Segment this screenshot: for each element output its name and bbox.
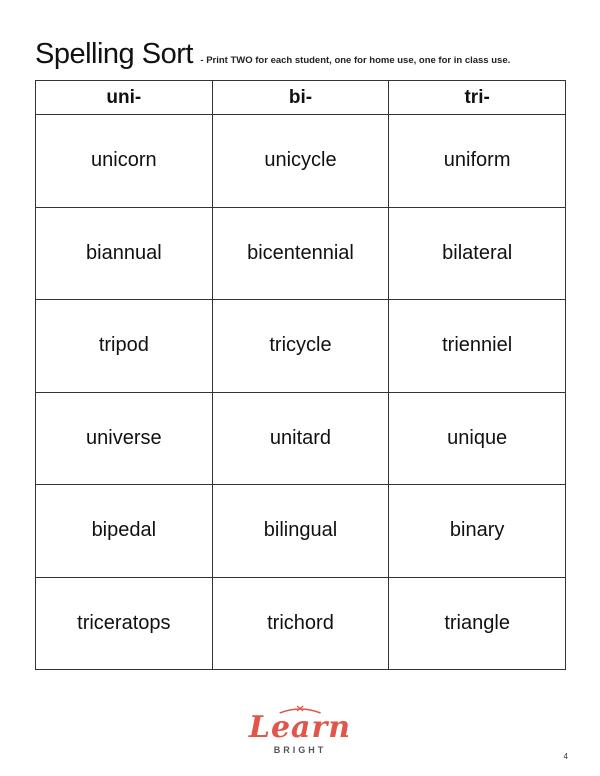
word-cell: trichord <box>212 577 389 670</box>
table-header-row <box>36 81 566 115</box>
word-cell: bipedal <box>36 485 213 578</box>
word-cell: trienniel <box>389 300 566 393</box>
word-cell: bilateral <box>389 207 566 300</box>
word-cell: universe <box>36 392 213 485</box>
word-cell: unicorn <box>36 115 213 208</box>
word-cell: uniform <box>389 115 566 208</box>
print-instruction: - Print TWO for each student, one for home use, one for in class use. <box>200 55 511 66</box>
logo-swoosh-icon <box>249 705 351 715</box>
column-header-tri: tri- <box>389 81 566 115</box>
learn-bright-logo <box>0 710 600 755</box>
table-row <box>36 300 566 393</box>
page-header <box>35 38 510 71</box>
table-row <box>36 115 566 208</box>
logo-subtitle: BRIGHT <box>273 745 327 755</box>
word-cell: bicentennial <box>212 207 389 300</box>
word-cell: triangle <box>389 577 566 670</box>
word-cell: tricycle <box>212 300 389 393</box>
word-cell: triceratops <box>36 577 213 670</box>
page-title: Spelling Sort <box>35 38 193 70</box>
table-row <box>36 207 566 300</box>
column-header-bi: bi- <box>212 81 389 115</box>
table-row <box>36 577 566 670</box>
page-number: 4 <box>563 752 568 761</box>
word-cell: unitard <box>212 392 389 485</box>
table-row <box>36 392 566 485</box>
word-cell: biannual <box>36 207 213 300</box>
word-cell: binary <box>389 485 566 578</box>
word-cell: bilingual <box>212 485 389 578</box>
spelling-sort-table <box>35 80 566 670</box>
word-cell: unicycle <box>212 115 389 208</box>
word-cell: tripod <box>36 300 213 393</box>
column-header-uni: uni- <box>36 81 213 115</box>
word-cell: unique <box>389 392 566 485</box>
table-row <box>36 485 566 578</box>
logo-wordmark: Learn <box>249 713 351 743</box>
